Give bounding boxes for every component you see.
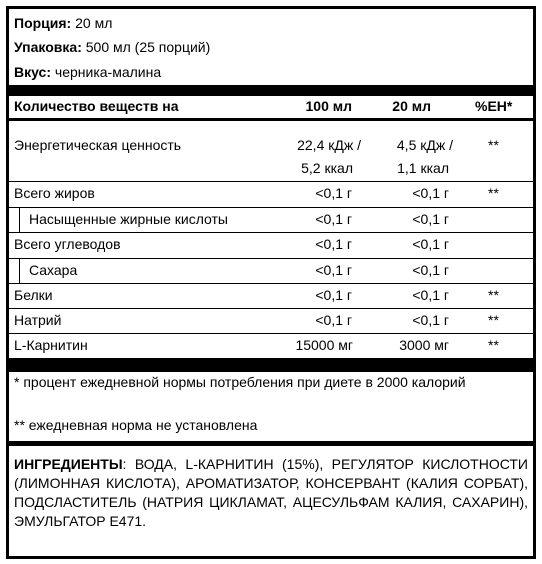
- row-protein-20: <0,1 г: [412, 287, 449, 303]
- divider-header: [9, 118, 533, 121]
- row-protein-100: <0,1 г: [315, 287, 352, 303]
- footnote-percent: * процент ежедневной нормы потребления при диете в 2000 калорий: [14, 374, 466, 390]
- taste-value: черника-малина: [54, 64, 162, 80]
- taste-line: [14, 63, 161, 81]
- row-energy-100-kcal: 5,2 ккал: [301, 160, 353, 176]
- row-name-sodium: Натрий: [14, 312, 62, 328]
- row-divider: [9, 308, 533, 309]
- indent-marker: [9, 259, 20, 283]
- row-name-fat: Всего жиров: [14, 185, 95, 201]
- divider-thick-top: [9, 85, 533, 96]
- portion-value: 20 мл: [75, 15, 113, 31]
- row-divider: [9, 207, 533, 208]
- portion-line: [14, 14, 112, 32]
- col-header-name: Количество веществ на: [14, 98, 179, 114]
- taste-label: Вкус:: [14, 64, 52, 80]
- row-sodium-100: <0,1 г: [315, 312, 352, 328]
- footnote-not-established: ** ежедневная норма не установлена: [14, 417, 258, 433]
- package-line: [14, 38, 210, 56]
- row-fat-20: <0,1 г: [412, 185, 449, 201]
- row-protein-en: **: [488, 287, 499, 303]
- row-name-sugars: Сахара: [29, 262, 78, 278]
- row-name-carbs: Всего углеводов: [14, 236, 121, 252]
- indent-marker: [9, 208, 20, 232]
- row-saturated-20: <0,1 г: [412, 211, 449, 227]
- row-energy-100-kj: 22,4 кДж /: [297, 137, 361, 153]
- row-divider: [9, 258, 533, 259]
- row-carnitine-en: **: [488, 337, 499, 353]
- row-sugars-100: <0,1 г: [315, 262, 352, 278]
- row-sodium-20: <0,1 г: [412, 312, 449, 328]
- row-energy-20-kj: 4,5 кДж /: [396, 137, 453, 153]
- package-value: 500 мл (25 порций): [85, 39, 211, 55]
- ingredients-block: [14, 455, 528, 531]
- row-sodium-en: **: [488, 312, 499, 328]
- row-name-energy: Энергетическая ценность: [14, 137, 182, 153]
- row-carbs-20: <0,1 г: [412, 236, 449, 252]
- row-energy-20-kcal: 1,1 ккал: [397, 160, 449, 176]
- row-name-saturated: Насыщенные жирные кислоты: [29, 211, 228, 227]
- col-header-100ml: 100 мл: [305, 98, 352, 114]
- row-name-carnitine: L-Карнитин: [14, 337, 88, 353]
- row-fat-100: <0,1 г: [315, 185, 352, 201]
- divider-ingredients: [9, 441, 533, 446]
- row-divider: [9, 232, 533, 233]
- row-energy-en: **: [488, 137, 499, 153]
- nutrition-label: [6, 6, 536, 559]
- ingredients-label: ИНГРЕДИЕНТЫ: [14, 456, 123, 472]
- row-fat-en: **: [488, 185, 499, 201]
- row-carnitine-100: 15000 мг: [295, 337, 353, 353]
- row-divider: [9, 283, 533, 284]
- divider-thick-bottom: [9, 358, 533, 372]
- row-name-protein: Белки: [14, 287, 53, 303]
- package-label: Упаковка:: [14, 39, 82, 55]
- row-carnitine-20: 3000 мг: [399, 337, 449, 353]
- col-header-en: %ЕН*: [475, 98, 513, 114]
- col-header-20ml: 20 мл: [392, 98, 431, 114]
- row-saturated-100: <0,1 г: [315, 211, 352, 227]
- row-divider: [9, 333, 533, 334]
- row-carbs-100: <0,1 г: [315, 236, 352, 252]
- ingredients-text: : ВОДА, L-КАРНИТИН (15%), РЕГУЛЯТОР КИСЛОТНОСТИ (ЛИМОННАЯ КИСЛОТА), АРОМАТИЗАТОР, КОНСЕРВАНТ (КАЛИЯ СОРБАТ), ПОДСЛАСТИТЕЛЬ (НАТРИЯ ЦИКЛАМАТ, АЦЕСУЛЬФАМ КАЛИЯ, САХАРИН), ЭМУЛЬГАТОР Е471.: [14, 456, 528, 529]
- row-divider: [9, 181, 533, 182]
- portion-label: Порция:: [14, 15, 72, 31]
- row-sugars-20: <0,1 г: [412, 262, 449, 278]
